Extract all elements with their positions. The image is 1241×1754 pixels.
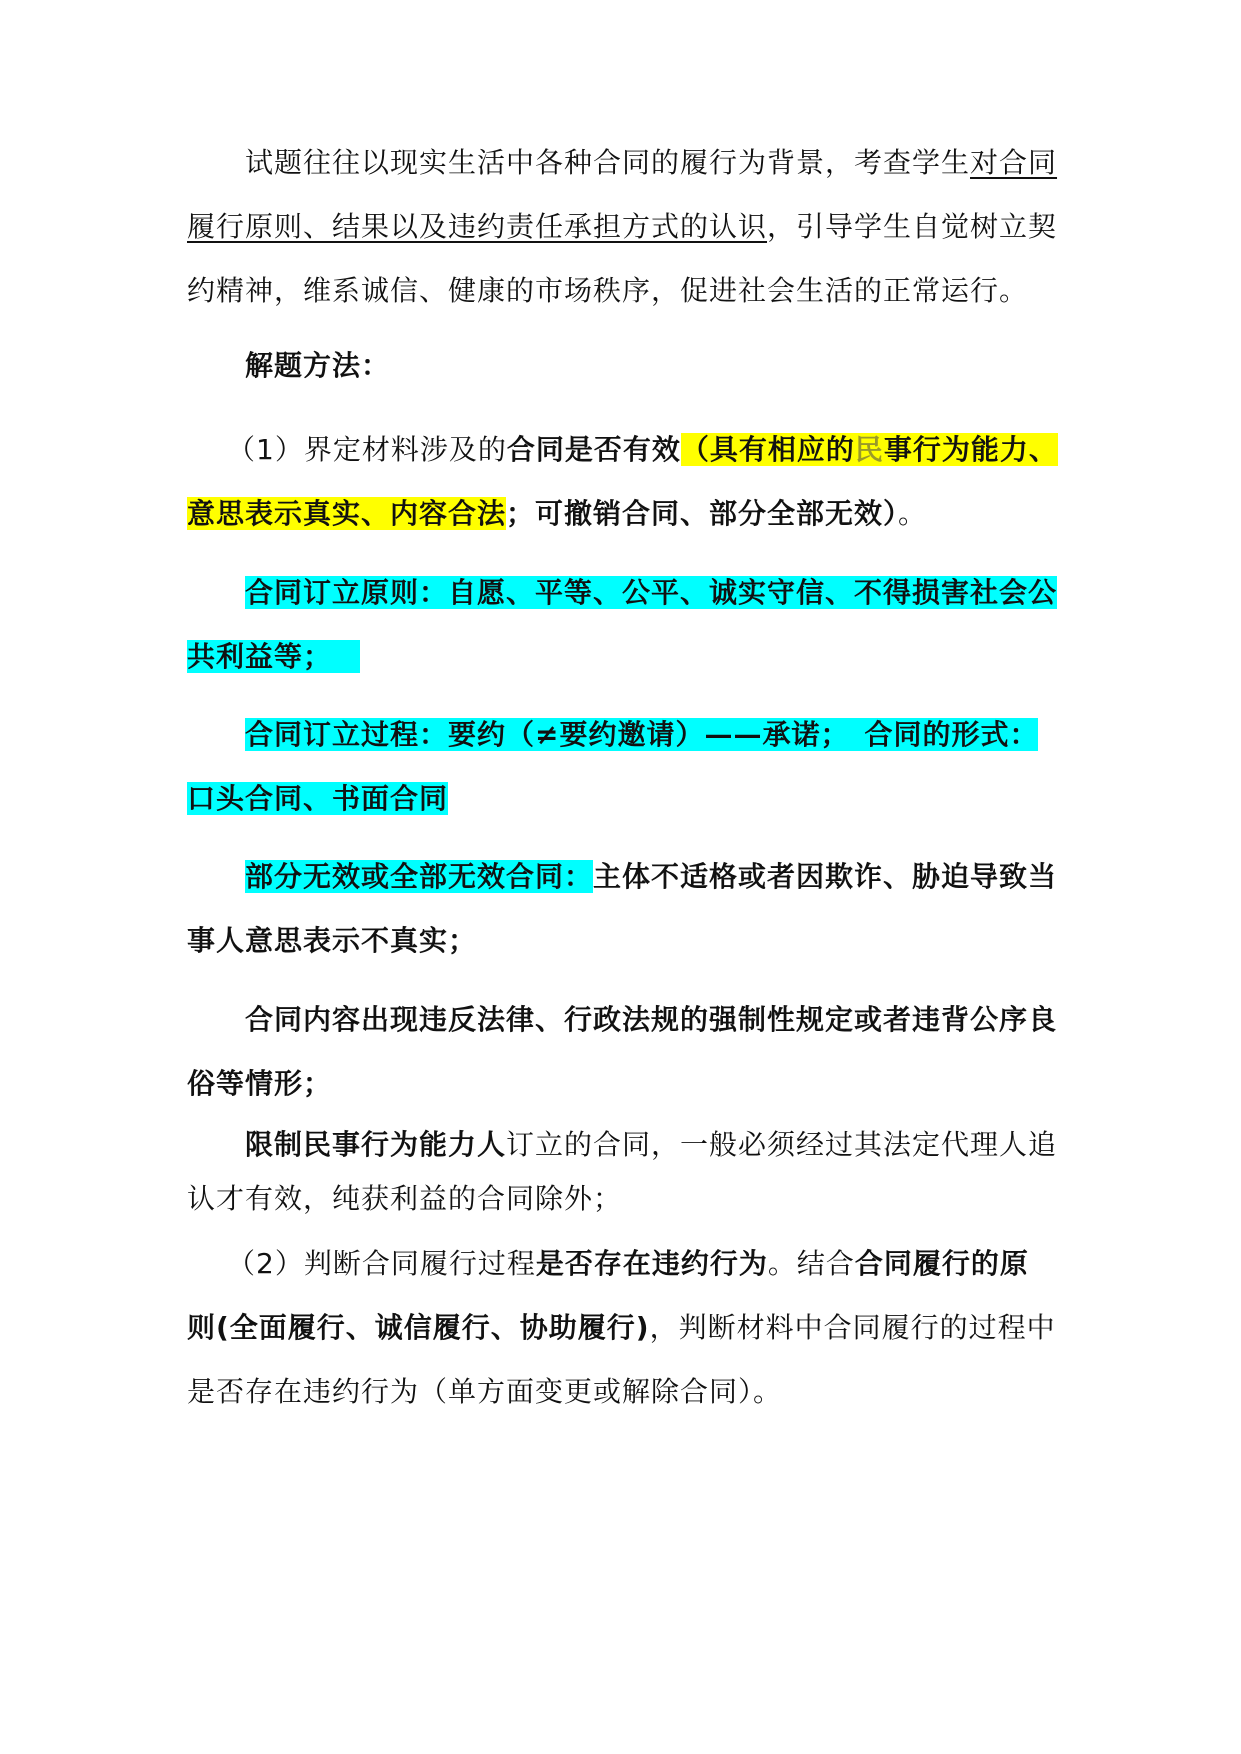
limited-line-1: [187, 1118, 1058, 1172]
point-2-line-2: [187, 1296, 1055, 1360]
invalid-line-2: [187, 909, 1055, 973]
point-1-rest: ；可撤销合同、部分全部无效）: [506, 497, 899, 530]
point-1: [187, 418, 1058, 546]
point-1-line-2: [187, 482, 1055, 546]
point-1-line-1: [187, 418, 1058, 482]
limited-text-2: 认才有效，纯获利益的合同除外；: [187, 1182, 623, 1215]
point-1-highlight-2: 意思表示真实、内容合法: [187, 497, 507, 530]
point-2-mid: 。结合: [767, 1247, 855, 1280]
point-2-key-1: 是否存在违约行为: [535, 1247, 768, 1280]
hl-text-a: （具有相应的: [680, 433, 855, 466]
intro-underline-2: 履行原则、结果以及违约责任承担方式的认识: [187, 210, 768, 243]
point-2-line-3: [187, 1360, 1055, 1424]
limited-block: [187, 1118, 1058, 1226]
principles-text-1: 合同订立原则：自愿、平等、公平、诚实守信、不得损害社会公: [245, 576, 1058, 609]
content-line-2: [187, 1052, 1055, 1116]
invalid-text-1: 主体不适格或者因欺诈、胁迫导致当: [593, 860, 1058, 893]
point-2: [187, 1232, 1055, 1424]
point-2-number: （2）判断合同履行过程: [227, 1247, 536, 1280]
point-2-line-1: [187, 1232, 1055, 1296]
content-text-2: 俗等情形；: [187, 1067, 333, 1100]
process-line-1: [187, 703, 1055, 767]
intro-underline-1: 对合同: [970, 146, 1058, 179]
invalid-block: [187, 845, 1058, 973]
point-2-text-2: ，判断材料中合同履行的过程中: [649, 1311, 1056, 1344]
intro-text-3: 约精神，维系诚信、健康的市场秩序，促进社会生活的正常运行。: [187, 274, 1029, 307]
intro-paragraph: [187, 131, 1058, 323]
content-text-1: 合同内容出现违反法律、行政法规的强制性规定或者违背公序良: [245, 1003, 1058, 1036]
point-2-key-2: 合同履行的原: [854, 1247, 1029, 1280]
intro-text: 试题往往以现实生活中各种合同的履行为背景，考查学生: [245, 146, 971, 179]
content-line-1: [187, 988, 1058, 1052]
principles-line-1: [187, 561, 1058, 625]
process-block: [187, 703, 1055, 831]
point-1-end: 。: [898, 497, 928, 530]
content-block: [187, 988, 1058, 1116]
principles-line-2: [187, 625, 1055, 689]
invalid-highlight: 部分无效或全部无效合同：: [245, 860, 594, 893]
method-title-block: [187, 334, 1055, 398]
limited-key: 限制民事行为能力人: [245, 1128, 507, 1161]
point-1-key: 合同是否有效: [506, 433, 681, 466]
principles-text-2: 共利益等；: [187, 640, 360, 673]
process-text-2: 口头合同、书面合同: [187, 782, 449, 815]
limited-text-1: 订立的合同，一般必须经过其法定代理人追: [506, 1128, 1058, 1161]
method-title: 解题方法：: [245, 349, 391, 382]
intro-text-2: ，引导学生自觉树立契: [767, 210, 1058, 243]
hl-text-min: 民: [854, 433, 884, 466]
intro-line-3: [187, 259, 1055, 323]
intro-line-2: [187, 195, 1058, 259]
point-1-number: （1）界定材料涉及的: [227, 433, 507, 466]
intro-line-1: [187, 131, 1058, 195]
point-2-key-3: 则(全面履行、诚信履行、协助履行): [187, 1311, 650, 1344]
invalid-text-2: 事人意思表示不真实；: [187, 924, 478, 957]
process-line-2: [187, 767, 1055, 831]
invalid-line-1: [187, 845, 1058, 909]
point-1-highlight-1: [681, 433, 1058, 466]
limited-line-2: [187, 1172, 1055, 1226]
hl-text-b: 事行为能力、: [883, 433, 1058, 466]
point-2-text-3: 是否存在违约行为（单方面变更或解除合同）。: [187, 1375, 783, 1408]
principles-block: [187, 561, 1058, 689]
process-text-1: 合同订立过程：要约（≠要约邀请）——承诺； 合同的形式：: [245, 718, 1039, 751]
